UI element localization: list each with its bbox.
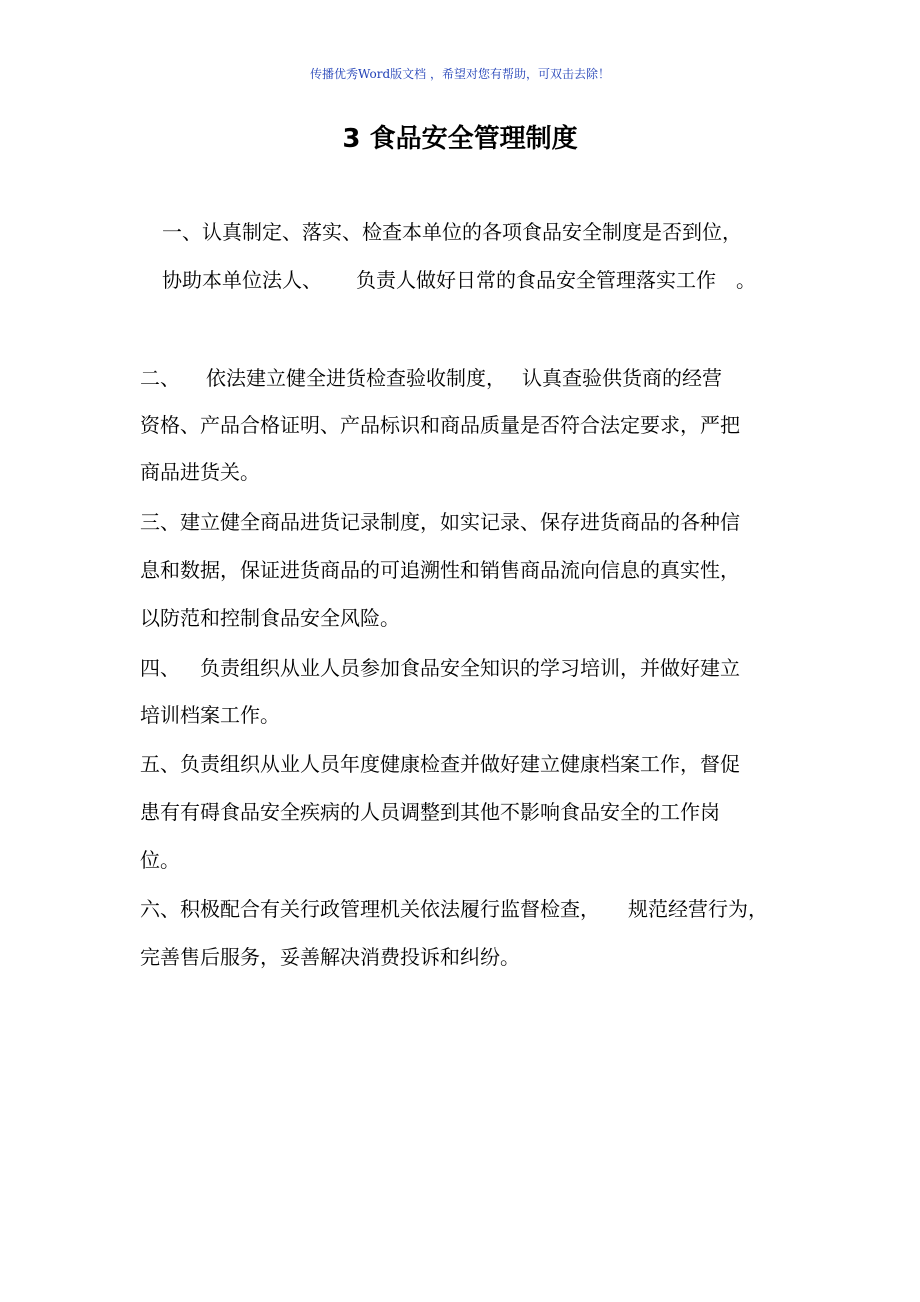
paragraph-2-line-2: 资格、产品合格证明、产品标识和商品质量是否符合法定要求，严把 (140, 413, 740, 437)
paragraph-4-line-1-part-1: 四、 (140, 656, 180, 680)
paragraph-2-line-1 (140, 366, 722, 390)
paragraph-4-line-1 (140, 656, 740, 680)
paragraph-6-line-1-part-1: 六、积极配合有关行政管理机关依法履行监督检查， (140, 897, 600, 921)
paragraph-2-line-1-part-2: 依法建立健全进货检查验收制度， (206, 366, 506, 390)
paragraph-1-line-2-part-1: 协助本单位法人、 (162, 268, 322, 292)
paragraph-1-line-2 (162, 268, 756, 292)
document-title: 3 食品安全管理制度 (342, 124, 578, 154)
paragraph-3-line-1: 三、建立健全商品进货记录制度，如实记录、保存进货商品的各种信 (140, 510, 740, 534)
paragraph-5-line-3: 位。 (140, 848, 180, 872)
paragraph-3-line-3: 以防范和控制食品安全风险。 (140, 606, 400, 630)
paragraph-5-line-1: 五、负责组织从业人员年度健康检查并做好建立健康档案工作，督促 (140, 752, 740, 776)
paragraph-5-line-2: 患有有碍食品安全疾病的人员调整到其他不影响食品安全的工作岗 (140, 800, 720, 824)
header-note: 传播优秀Word版文档 ，希望对您有帮助，可双击去除！ (310, 67, 610, 81)
paragraph-2-line-1-part-1: 二、 (140, 366, 180, 390)
paragraph-6-line-1 (140, 897, 768, 921)
paragraph-6-line-2: 完善售后服务，妥善解决消费投诉和纠纷。 (140, 945, 520, 969)
paragraph-2-line-1-part-3: 认真查验供货商的经营 (522, 366, 722, 390)
paragraph-1-line-2-part-2: 负责人做好日常的食品安全管理落实工作 (356, 268, 716, 292)
paragraph-4-line-2: 培训档案工作。 (140, 703, 280, 727)
paragraph-2-line-3: 商品进货关。 (140, 460, 260, 484)
paragraph-3-line-2: 息和数据，保证进货商品的可追溯性和销售商品流向信息的真实性， (140, 558, 740, 582)
paragraph-6-line-1-part-2: 规范经营行为， (628, 897, 768, 921)
paragraph-1-line-2-part-3: 。 (736, 268, 756, 292)
paragraph-1-line-1: 一、认真制定、落实、检查本单位的各项食品安全制度是否到位， (162, 220, 742, 244)
paragraph-4-line-1-part-2: 负责组织从业人员参加食品安全知识的学习培训，并做好建立 (200, 656, 740, 680)
